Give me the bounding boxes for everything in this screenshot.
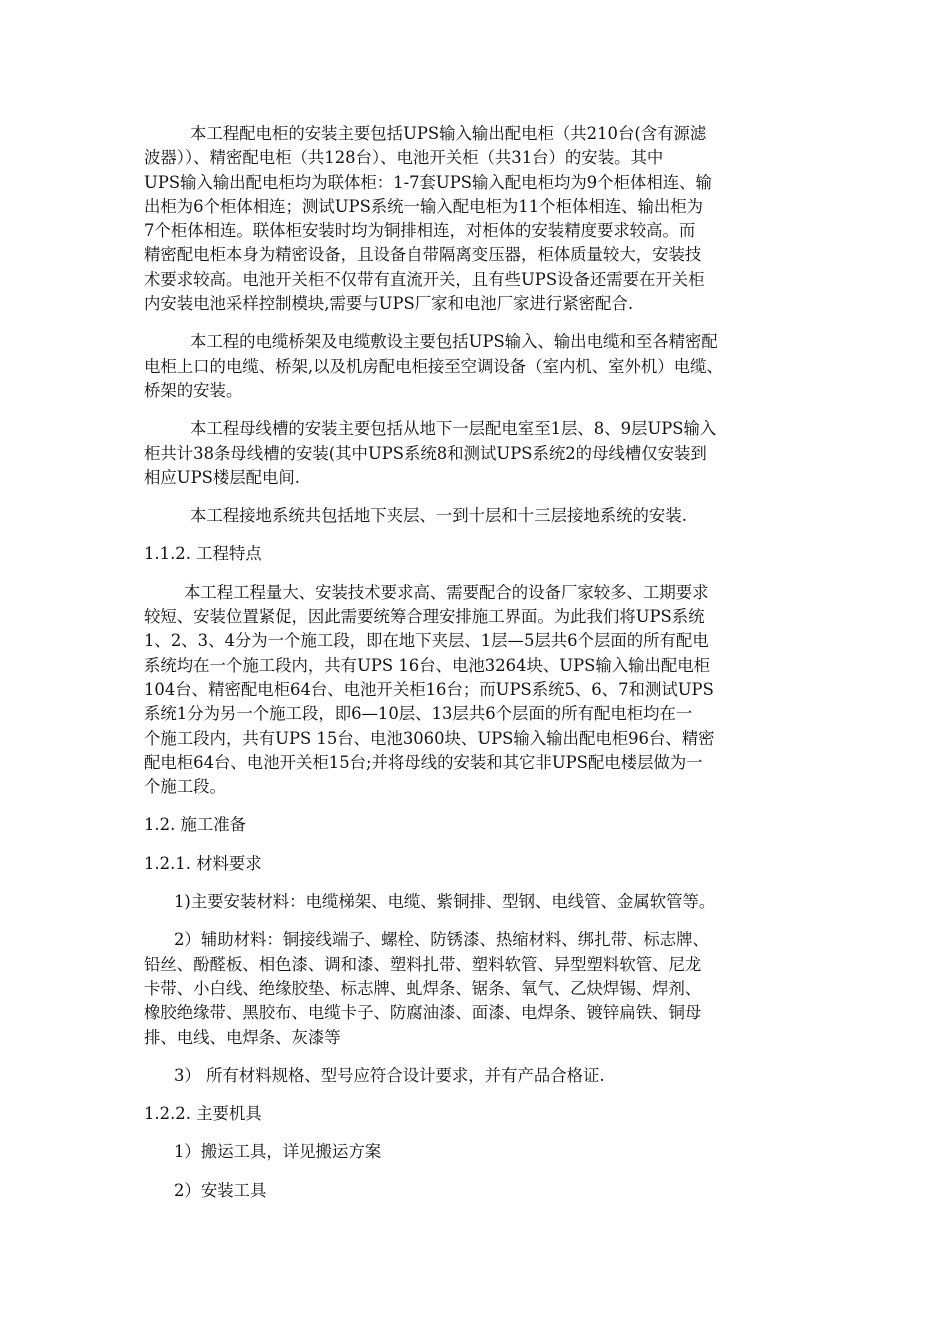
text-line: 本工程接地系统共包括地下夹层、一到十层和十三层接地系统的安装. <box>190 506 687 526</box>
section-heading-material-requirements: 1.2.1. 材料要求 <box>144 853 262 873</box>
text-line: 个施工段。 <box>144 777 226 797</box>
text-line: 排、电线、电焊条、灰漆等 <box>144 1027 341 1047</box>
text-line: 2）安装工具 <box>174 1180 267 1200</box>
text-line: 1、2、3、4分为一个施工段，即在地下夹层、1层—5层共6个层面的所有配电 <box>144 631 709 651</box>
text-line: 系统均在一个施工段内，共有UPS 16台、电池3264块、UPS输入输出配电柜 <box>144 655 711 675</box>
text-line: 出柜为6个柜体相连；测试UPS系统一输入配电柜为11个柜体相连、输出柜为 <box>144 196 704 216</box>
paragraph-project-features <box>144 581 810 800</box>
text-line: 3） 所有材料规格、型号应符合设计要求，并有产品合格证. <box>174 1065 605 1085</box>
text-line: 系统1分为另一个施工段，即6—10层、13层共6个层面的所有配电柜均在一 <box>144 704 693 724</box>
text-line: 桥架的安装。 <box>144 380 243 400</box>
text-line: 卡带、小白线、绝缘胶垫、标志牌、虬焊条、锯条、氧气、乙炔焊锡、焊剂、 <box>144 978 702 998</box>
list-item-installation-tools <box>144 1179 810 1203</box>
text-line: 本工程配电柜的安装主要包括UPS输入输出配电柜（共210台(含有源滤 <box>190 124 707 143</box>
text-line: 电柜上口的电缆、桥架,以及机房配电柜接至空调设备（室内机、室外机）电缆、 <box>144 356 723 376</box>
text-line: 柜共计38条母线槽的安装(其中UPS系统8和测试UPS系统2的母线槽仅安装到 <box>144 443 707 463</box>
document-body <box>144 122 810 1217</box>
paragraph-cable-trays <box>144 330 810 403</box>
list-item-auxiliary-materials <box>144 928 810 1049</box>
list-item-material-specs <box>144 1064 810 1088</box>
text-line: 1）搬运工具，详见搬运方案 <box>174 1142 382 1162</box>
list-item-main-materials <box>144 890 810 914</box>
section-heading-construction-prep: 1.2. 施工准备 <box>144 815 247 835</box>
text-line: 104台、精密配电柜64台、电池开关柜16台；而UPS系统5、6、7和测试UPS <box>144 679 714 699</box>
text-line: 术要求较高。电池开关柜不仅带有直流开关，且有些UPS设备还需要在开关柜 <box>144 269 705 289</box>
paragraph-busway <box>144 417 810 490</box>
text-line: 本工程母线槽的安装主要包括从地下一层配电室至1层、8、9层UPS输入 <box>190 419 717 439</box>
text-line: 本工程工程量大、安装技术要求高、需要配合的设备厂家较多、工期要求 <box>184 582 709 602</box>
text-line: 个施工段内，共有UPS 15台、电池3060块、UPS输入输出配电柜96台、精密 <box>144 728 715 748</box>
text-line: 精密配电柜本身为精密设备，且设备自带隔离变压器，柜体质量较大，安装技 <box>144 245 702 265</box>
text-line: 波器））、精密配电柜（共128台）、电池开关柜（共31台）的安装。其中 <box>144 148 664 168</box>
text-line: 本工程的电缆桥架及电缆敷设主要包括UPS输入、输出电缆和至各精密配 <box>190 332 718 352</box>
section-heading-project-features: 1.1.2. 工程特点 <box>144 544 262 564</box>
text-line: 1)主要安装材料：电缆梯架、电缆、紫铜排、型钢、电线管、金属软管等。 <box>174 892 716 912</box>
text-line: 铅丝、酚醛板、相色漆、调和漆、塑料扎带、塑料软管、异型塑料软管、尼龙 <box>144 954 702 974</box>
text-line: 7个柜体相连。联体柜安装时均为铜排相连，对柜体的安装精度要求较高。而 <box>144 221 696 241</box>
text-line: 较短、安装位置紧促，因此需要统筹合理安排施工界面。为此我们将UPS系统 <box>144 607 705 627</box>
text-line: 内安装电池采样控制模块,需要与UPS厂家和电池厂家进行紧密配合. <box>144 294 634 314</box>
paragraph-distribution-cabinets <box>144 122 810 316</box>
text-line: UPS输入输出配电柜均为联体柜：1-7套UPS输入配电柜均为9个柜体相连、输 <box>144 172 712 192</box>
text-line: 2）辅助材料：铜接线端子、螺栓、防锈漆、热缩材料、绑扎带、标志牌、 <box>174 930 709 950</box>
text-line: 橡胶绝缘带、黑胶布、电缆卡子、防腐油漆、面漆、电焊条、镀锌扁铁、铜母 <box>144 1003 702 1023</box>
list-item-transport-tools <box>144 1140 810 1164</box>
text-line: 配电柜64台、电池开关柜15台;并将母线的安装和其它非UPS配电楼层做为一 <box>144 752 703 772</box>
paragraph-grounding <box>144 504 810 528</box>
text-line: 相应UPS楼层配电间. <box>144 467 301 487</box>
section-heading-main-tools: 1.2.2. 主要机具 <box>144 1104 262 1124</box>
